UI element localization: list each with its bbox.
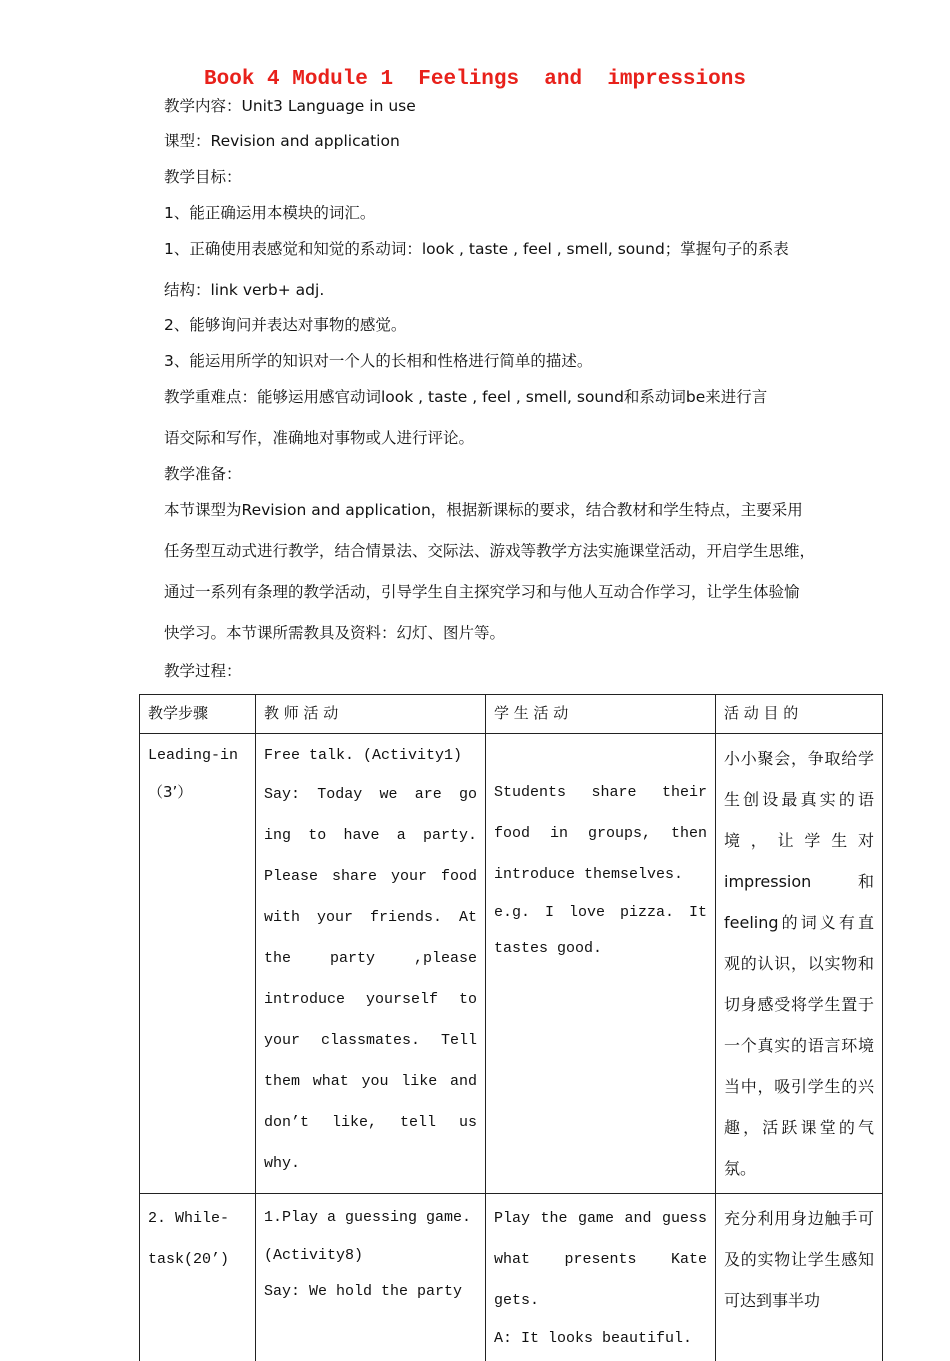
teaching-process-table xyxy=(139,694,883,1361)
step-cell: 2. While-task(20’) xyxy=(140,1194,256,1361)
header-teacher: 教 师 活 动 xyxy=(256,695,486,734)
objective-item: 3、能运用所学的知识对一个人的长相和性格进行简单的描述。 xyxy=(164,341,874,382)
type-line: 课型：Revision and application xyxy=(164,121,874,162)
teacher-cell xyxy=(256,1194,486,1361)
objectives-heading: 教学目标： xyxy=(164,157,874,198)
objective-item: 1、能正确运用本模块的词汇。 xyxy=(164,193,874,234)
student-activity-example: A: It looks beautiful. xyxy=(494,1321,707,1357)
teacher-activity-text: Say: We hold the party xyxy=(264,1274,477,1310)
objective-item: 1、正确使用表感觉和知觉的系动词：look , taste , feel , smell, sound；掌握句子的系表 xyxy=(164,229,874,270)
prep-line: 任务型互动式进行教学，结合情景法、交际法、游戏等教学方法实施课堂活动，开启学生思维， xyxy=(164,531,874,572)
document-title: Book 4 Module 1 Feelings and impressions xyxy=(0,68,950,91)
key-points-line: 教学重难点：能够运用感官动词look , taste , feel , smell, sound和系动词be来进行言 xyxy=(164,377,874,418)
student-activity-text: Play the game and guess what presents Kate gets. xyxy=(494,1198,707,1321)
teacher-cell xyxy=(256,734,486,1194)
step-time: （3’） xyxy=(148,774,247,810)
purpose-cell: 充分利用身边触手可及的实物让学生感知可达到事半功 xyxy=(716,1194,883,1361)
header-step: 教学步骤 xyxy=(140,695,256,734)
student-activity-example: e.g. I love pizza. It tastes good. xyxy=(494,895,707,967)
key-points-line: 语交际和写作，准确地对事物或人进行评论。 xyxy=(164,418,874,459)
purpose-cell: 小小聚会，争取给学生创设最真实的语境，让学生对impression和feeling的词义有直观的认识，以实物和切身感受将学生置于一个真实的语言环境当中，吸引学生的兴趣，活跃课堂的气氛。 xyxy=(716,734,883,1194)
table-header-row xyxy=(140,695,883,734)
header-purpose: 活 动 目 的 xyxy=(716,695,883,734)
prep-line: 快学习。本节课所需教具及资料：幻灯、图片等。 xyxy=(164,613,874,654)
step-name: Leading-in xyxy=(148,738,247,774)
teacher-activity-title: Free talk. (Activity1) xyxy=(264,738,477,774)
teacher-activity-ref: (Activity8) xyxy=(264,1238,477,1274)
student-cell xyxy=(486,1194,716,1361)
prep-heading: 教学准备： xyxy=(164,454,874,495)
student-cell xyxy=(486,734,716,1194)
objective-item: 结构：link verb+ adj. xyxy=(164,270,874,311)
table-row xyxy=(140,1194,883,1361)
teacher-activity-text: Say: Today we are go ing to have a party. Please share your food with your friends. At the party ,please introduce yourself to your classmates. Tell them what you like and don’t like, tell us why. xyxy=(264,774,477,1184)
teacher-activity-title: 1.Play a guessing game. xyxy=(264,1198,477,1238)
student-activity-text: Students share their food in groups, then introduce themselves. xyxy=(494,772,707,895)
process-heading: 教学过程： xyxy=(164,651,874,692)
header-student: 学 生 活 动 xyxy=(486,695,716,734)
step-cell xyxy=(140,734,256,1194)
prep-line: 通过一系列有条理的教学活动，引导学生自主探究学习和与他人互动合作学习，让学生体验愉 xyxy=(164,572,874,613)
content-line: 教学内容：Unit3 Language in use xyxy=(164,86,874,127)
table-row xyxy=(140,734,883,1194)
prep-line: 本节课型为Revision and application，根据新课标的要求，结合教材和学生特点，主要采用 xyxy=(164,490,874,531)
objective-item: 2、能够询问并表达对事物的感觉。 xyxy=(164,305,874,346)
